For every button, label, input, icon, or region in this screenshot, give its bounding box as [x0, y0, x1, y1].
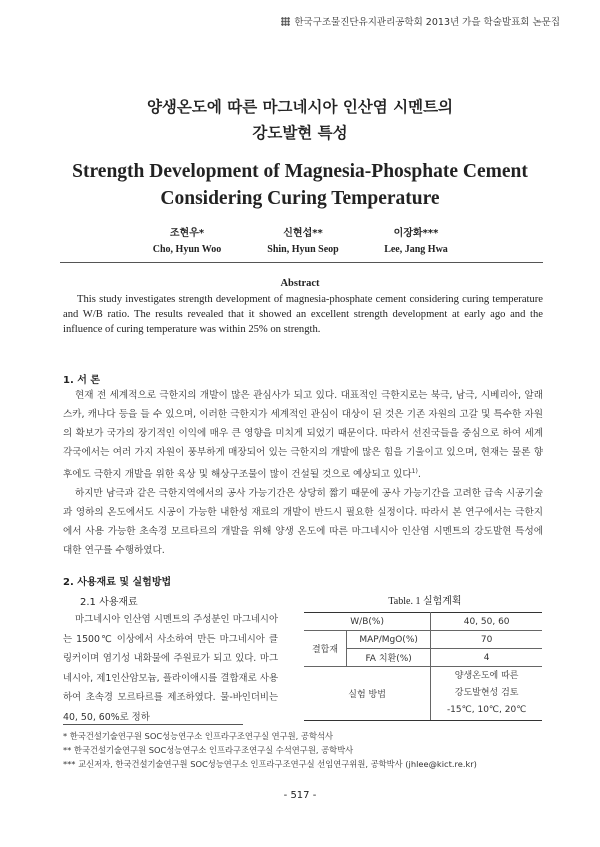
section1-body [63, 386, 543, 560]
author-1 [127, 226, 247, 258]
table-row [304, 613, 542, 631]
section1-paragraph2: 하지만 남극과 같은 극한지역에서의 공사 가능기간은 상당히 짧기 때문에 공사 가능기간을 고려한 급속 시공기술과 영하의 온도에서도 시공이 가능한 내한성 재료의 개발이 반드시 필요한 실정이다. 따라서 본 연구에서는 극한지에서 사용 가능한 초속경 모르타르의 개발을 위해 양생 온도에 따른 마그네시아 인산염 시멘트의 강도발현 특성에 대한 연구를 수행하였다. [63, 488, 543, 557]
abstract-text: This study investigates strength development of magnesia-phosphate cement considering curing temperature and W/B ratio. The results revealed that it showed an excellent strength development at early ago and the influence of curing temperature was within 25% on strength. [63, 294, 543, 335]
author-3-korean: 이장화*** [393, 228, 439, 239]
table-row [304, 631, 542, 649]
table-cell-group: 결합재 [304, 631, 347, 667]
title-english-line2: Considering Curing Temperature [160, 188, 440, 209]
author-1-english: Cho, Hyun Woo [152, 244, 222, 255]
experiment-plan-table [304, 612, 542, 721]
divider-rule [60, 262, 543, 263]
page-number: - 517 - [283, 790, 317, 801]
section2-paragraph: 마그네시아 인산염 시멘트의 주성분인 마그네시아는 1500℃ 이상에서 사소하여 만든 마그네시아 클링커이며 염기성 내화물에 주원료가 되고 있다. 마그네시아, 제1인산암모늄, 플라이애시를 결합재로 사용하여 초속경 모르타르를 제조하였다. 물-바인더비는 40, 50, 60%로 정하 [63, 614, 278, 723]
title-korean-line1: 양생온도에 따른 마그네시아 인산염 시멘트의 [146, 98, 454, 116]
table-cell-label: W/B(%) [304, 613, 431, 631]
title-korean-line2: 강도발현 특성 [252, 124, 348, 142]
section1-paragraph1: 현재 전 세계적으로 극한지의 개발이 많은 관심사가 되고 있다. 대표적인 극한지로는 북극, 남극, 시베리아, 알래스카, 캐나다 등을 들 수 있으며, 이러한 극한지가 세계적인 관심이 대상이 된 것은 기존 자원의 고갈 및 특수한 자원의 확보가 국가의 장기적인 이익에 매우 큰 영향을 미치게 되었기 때문이다. 따라서 선진국들을 중심으로 하여 세계 각국에서는 여러 가지 자원이 풍부하게 매장되어 있는 극한지의 개발에 많은 힘을 기울이고 있으며, 현재는 물론 향후에도 극한지 개발을 위한 육상 및 해상구조물이 많이 건설될 것으로 예상되고 있다$^{1)}$. [63, 390, 543, 481]
table-cell-value: 양생온도에 따른 강도발현성 검토 -15℃, 10℃, 20℃ [431, 667, 542, 721]
table-cell-label: 실험 방법 [304, 667, 431, 721]
footnote-rule [63, 724, 243, 725]
footnote-3: *** 교신저자, 한국건설기술연구원 SOC성능연구소 인프라구조연구실 선임연구위원, 공학박사 (jhlee@kict.re.kr) [63, 759, 477, 769]
table-cell-label: FA 치환(%) [347, 649, 431, 667]
table-cell-label: MAP/MgO(%) [347, 631, 431, 649]
title-english-line1: Strength Development of Magnesia-Phosphate Cement [72, 161, 528, 182]
table-cell-value: 40, 50, 60 [431, 613, 542, 631]
author-3 [356, 226, 476, 258]
table-row [304, 667, 542, 721]
footnote-1: * 한국건설기술연구원 SOC성능연구소 인프라구조연구실 연구원, 공학석사 [63, 731, 333, 741]
subsection-2-1-heading: 2.1 사용재료 [80, 597, 138, 608]
table-caption: Table. 1 실험계획 [388, 596, 462, 607]
header-text: 한국구조물진단유지관리공학회 2013년 가을 학술발표회 논문집 [294, 17, 560, 28]
author-2 [243, 226, 363, 258]
author-2-korean: 신현섭** [283, 228, 323, 239]
section2-heading: 2. 사용재료 및 실험방법 [63, 577, 172, 588]
author-3-english: Lee, Jang Hwa [384, 244, 448, 255]
reference-marker: 1) [411, 468, 418, 475]
abstract-heading: Abstract [280, 278, 320, 289]
author-2-english: Shin, Hyun Seop [267, 244, 339, 255]
table-cell-value: 70 [431, 631, 542, 649]
table-cell-value: 4 [431, 649, 542, 667]
journal-header [281, 14, 560, 28]
footnote-2: ** 한국건설기술연구원 SOC성능연구소 인프라구조연구실 수석연구원, 공학박사 [63, 745, 354, 755]
section1-heading: 1. 서 론 [63, 375, 101, 386]
header-dots-icon [281, 17, 290, 26]
author-1-korean: 조현우* [169, 228, 205, 239]
